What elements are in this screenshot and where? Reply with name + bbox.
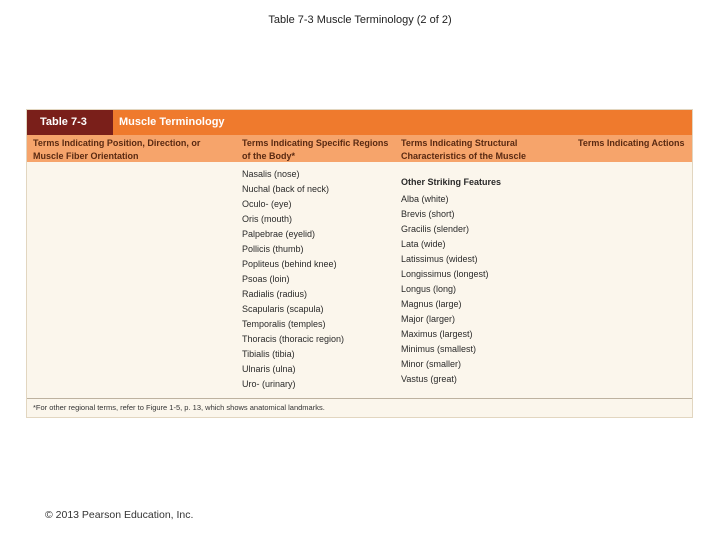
list-item: Ulnaris (ulna) xyxy=(242,364,296,374)
slide-title: Table 7-3 Muscle Terminology (2 of 2) xyxy=(268,14,452,26)
list-item: Brevis (short) xyxy=(401,209,455,219)
table-footnote: *For other regional terms, refer to Figure 1-5, p. 13, which shows anatomical landmarks. xyxy=(33,403,325,412)
list-item: Temporalis (temples) xyxy=(242,319,326,329)
list-item: Lata (wide) xyxy=(401,239,446,249)
list-item: Longus (long) xyxy=(401,284,457,294)
list-item: Psoas (loin) xyxy=(242,274,290,284)
regions-column xyxy=(242,167,344,392)
list-item: Scapularis (scapula) xyxy=(242,304,324,314)
list-item: Major (larger) xyxy=(401,314,456,324)
table-title-bar xyxy=(27,110,692,135)
list-item: Popliteus (behind knee) xyxy=(242,259,337,269)
list-item: Gracilis (slender) xyxy=(401,224,470,234)
list-item: Latissimus (widest) xyxy=(401,254,478,264)
table-title: Muscle Terminology xyxy=(119,116,225,128)
header-specific-regions: Terms Indicating Specific Regions of the Body* xyxy=(242,138,389,161)
footnote-divider xyxy=(27,398,692,399)
list-item: Alba (white) xyxy=(401,194,449,204)
list-item: Pollicis (thumb) xyxy=(242,244,304,254)
list-item: Longissimus (longest) xyxy=(401,269,489,279)
header-position-direction: Terms Indicating Position, Direction, or Muscle Fiber Orientation xyxy=(33,138,201,161)
structural-column xyxy=(401,192,489,387)
header-actions: Terms Indicating Actions xyxy=(578,138,685,148)
list-item: Nasalis (nose) xyxy=(242,169,300,179)
list-item: Minor (smaller) xyxy=(401,359,462,369)
list-item: Maximus (largest) xyxy=(401,329,473,339)
list-item: Thoracis (thoracic region) xyxy=(242,334,345,344)
list-item: Uro- (urinary) xyxy=(242,379,296,389)
muscle-terminology-table xyxy=(26,109,693,418)
list-item: Tibialis (tibia) xyxy=(242,349,295,359)
structural-subhead: Other Striking Features xyxy=(401,177,502,187)
list-item: Radialis (radius) xyxy=(242,289,308,299)
list-item: Oculo- (eye) xyxy=(242,199,292,209)
header-structural-characteristics: Terms Indicating Structural Characteristics of the Muscle xyxy=(401,138,527,161)
list-item: Vastus (great) xyxy=(401,374,457,384)
list-item: Minimus (smallest) xyxy=(401,344,477,354)
table-label: Table 7-3 xyxy=(27,110,113,135)
list-item: Palpebrae (eyelid) xyxy=(242,229,316,239)
list-item: Nuchal (back of neck) xyxy=(242,184,330,194)
list-item: Magnus (large) xyxy=(401,299,462,309)
table-header-row xyxy=(27,135,692,162)
list-item: Oris (mouth) xyxy=(242,214,293,224)
copyright-text: © 2013 Pearson Education, Inc. xyxy=(45,509,194,521)
